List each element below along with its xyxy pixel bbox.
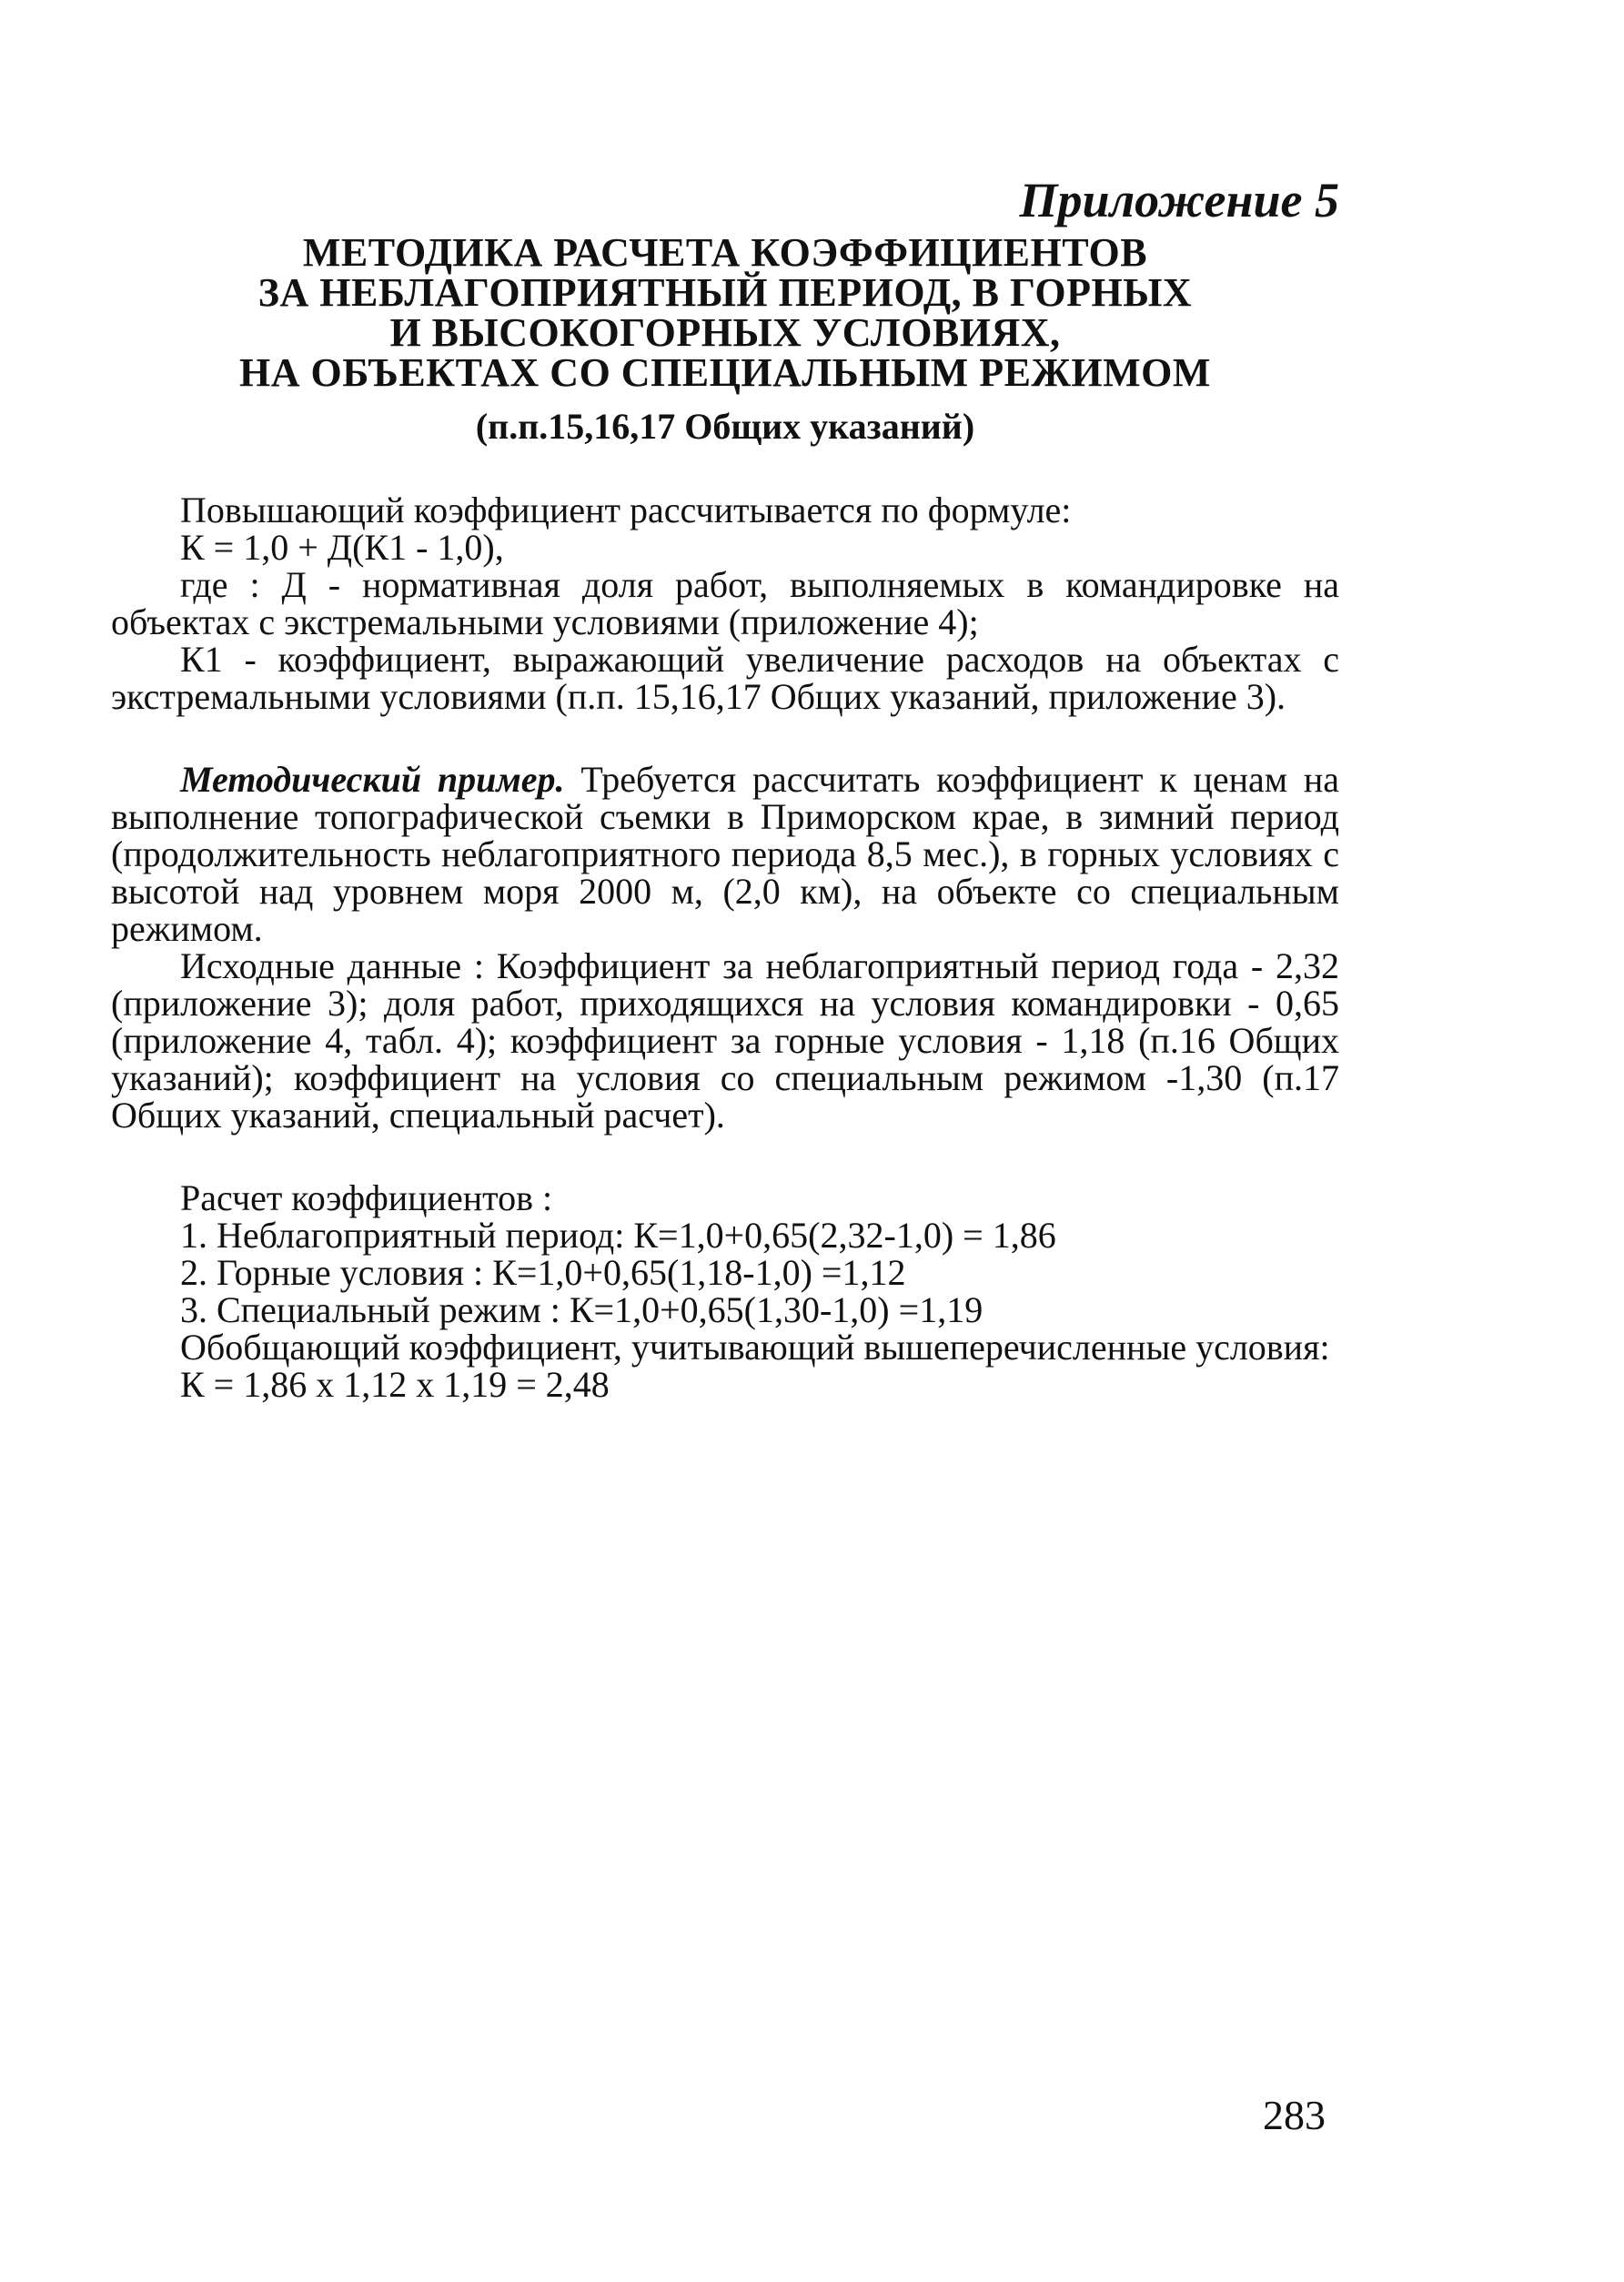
section-gap: [111, 715, 1339, 761]
title-line: МЕТОДИКА РАСЧЕТА КОЭФФИЦИЕНТОВ: [302, 230, 1148, 275]
formula-k1-definition: К1 - коэффициент, выражающий увеличение расходов на объектах с экстремальными условиями (п.п. 15,16,17 Общих указаний, приложение 3).: [111, 639, 1339, 717]
formula: К = 1,0 + Д(К1 - 1,0),: [180, 527, 504, 568]
document-body: [111, 491, 1339, 1403]
calculation-line: 1. Неблагоприятный период: К=1,0+0,65(2,32-1,0) = 1,86: [180, 1215, 1056, 1256]
document-page: [111, 173, 1339, 1403]
document-title: [111, 230, 1339, 395]
calculation-heading: Расчет коэффициентов :: [180, 1177, 553, 1218]
document-subtitle: (п.п.15,16,17 Общих указаний): [475, 406, 975, 447]
calculation-line: 2. Горные условия : К=1,0+0,65(1,18-1,0) =1,12: [180, 1252, 906, 1293]
page-number: 283: [1263, 2092, 1326, 2138]
title-line: ЗА НЕБЛАГОПРИЯТНЫЙ ПЕРИОД, В ГОРНЫХ: [257, 270, 1193, 315]
title-line: НА ОБЪЕКТАХ СО СПЕЦИАЛЬНЫМ РЕЖИМОМ: [239, 350, 1211, 395]
example-text: Требуется рассчитать коэффициент к ценам на выполнение топографической съемки в Приморском крае, в зимний период (продолжительность неблагоприятного периода 8,5 мес.), в горных условиях с высотой над уровнем моря 2000 м, (2,0 км), на объекте со специальным режимом.: [111, 759, 1340, 949]
formula-where: где : Д - нормативная доля работ, выполняемых в командировке на объектах с экстремальными условиями (приложение 4);: [111, 564, 1339, 642]
title-line: И ВЫСОКОГОРНЫХ УСЛОВИЯХ,: [389, 310, 1061, 355]
result-formula: К = 1,86 х 1,12 х 1,19 = 2,48: [180, 1364, 610, 1405]
initial-data: Исходные данные : Коэффициент за неблагоприятный период года - 2,32 (приложение 3); доля работ, приходящихся на условия командировки - 0,65 (приложение 4, табл. 4); коэффициент за горные условия - 1,18 (п.16 Общих указаний); коэффициент на условия со специальным режимом -1,30 (п.17 Общих указаний, специальный расчет).: [111, 945, 1339, 1136]
formula-intro: Повышающий коэффициент рассчитывается по формуле:: [180, 490, 1072, 530]
section-gap: [111, 1134, 1339, 1179]
example-label: Методический пример.: [180, 759, 565, 800]
calculation-line: 3. Специальный режим : К=1,0+0,65(1,30-1,0) =1,19: [180, 1289, 983, 1330]
appendix-label: Приложение 5: [1019, 173, 1339, 227]
summary-text: Обобщающий коэффициент, учитывающий вышеперечисленные условия:: [180, 1327, 1330, 1368]
example-paragraph: [111, 761, 1339, 947]
